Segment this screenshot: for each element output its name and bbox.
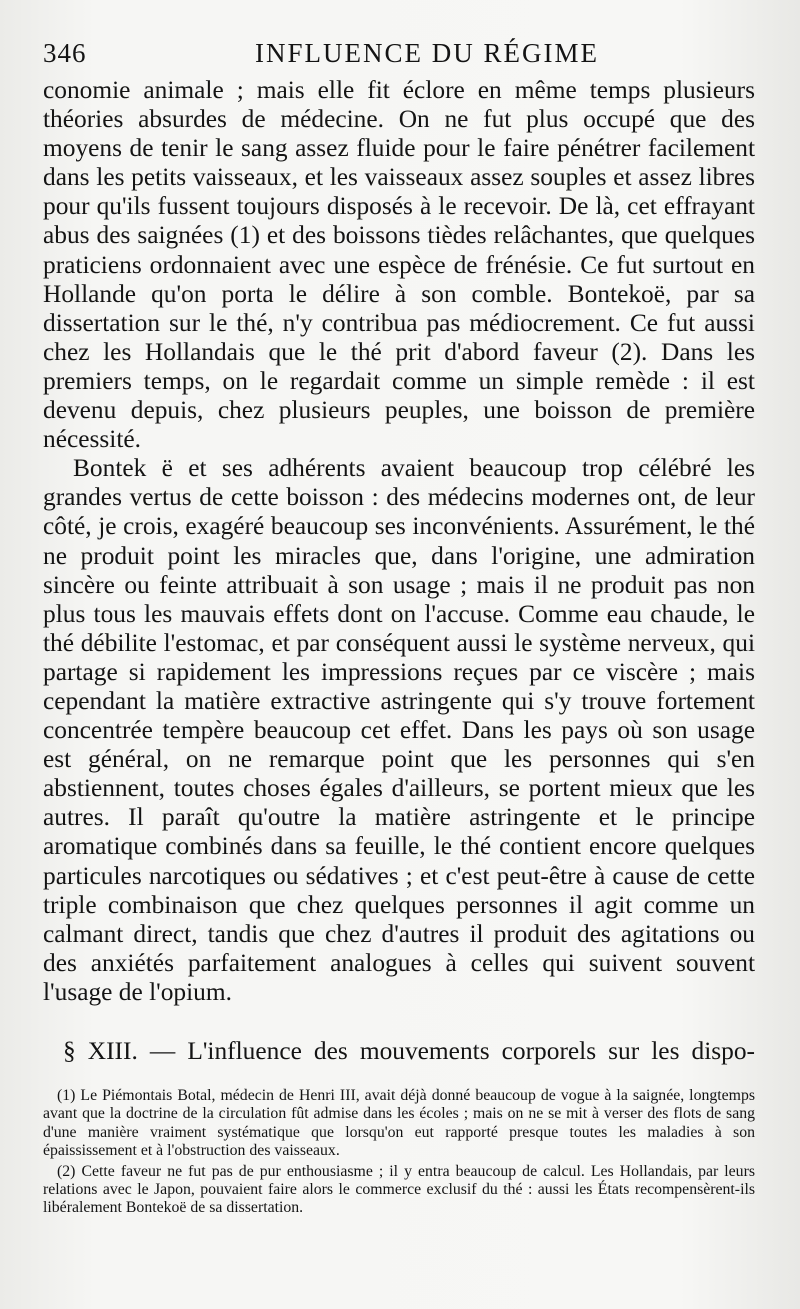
section-heading: § XIII. — L'influence des mouvements corporels sur les dispo- xyxy=(63,1037,755,1065)
footnote-2: (2) Cette faveur ne fut pas de pur enthousiasme ; il y entra beaucoup de calcul. Les Hollandais, par leurs relations avec le Japon, pouvaient faire alors le commerce exclusif du thé : aussi les États recompensèrent-ils libéralement Bontekoë de sa dissertation. xyxy=(43,1162,755,1217)
page-number: 346 xyxy=(43,38,87,68)
paragraph-continuation: conomie animale ; mais elle fit éclore en même temps plusieurs théories absurdes de médecine. On ne fut plus occupé que des moyens de tenir le sang assez fluide pour le faire pénétrer facilement dans les petits vaisseaux, et les vaisseaux assez souples et assez libres pour qu'ils fussent toujours disposés à le recevoir. De là, cet effrayant abus des saignées (1) et des boissons tièdes relâchantes, que quelques praticiens ordonnaient avec une espèce de frénésie. Ce fut surtout en Hollande qu'on porta le délire à son comble. Bontekoë, par sa dissertation sur le thé, n'y contribua pas médiocrement. Ce fut aussi chez les Hollandais que le thé prit d'abord faveur (2). Dans les premiers temps, on le regardait comme un simple remède : il est devenu depuis, chez plusieurs peuples, une boisson de première nécessité. xyxy=(43,76,755,454)
footnotes xyxy=(43,1087,755,1218)
paragraph-bontekoe: Bontek ë et ses adhérents avaient beaucoup trop célébré les grandes vertus de cette boisson : des médecins modernes ont, de leur côté, je crois, exagéré beaucoup ses inconvénients. Assurément, le thé ne produit point les miracles que, dans l'origine, une admiration sincère ou feinte attribuait à son usage ; mais il ne produit pas non plus tous les mauvais effets dont on l'accuse. Comme eau chaude, le thé débilite l'estomac, et par conséquent aussi le système nerveux, qui partage si rapidement les impressions reçues par ce viscère ; mais cependant la matière extractive astringente qui s'y trouve fortement concentrée tempère beaucoup cet effet. Dans les pays où son usage est général, on ne remarque point que les personnes qui s'en abstiennent, toutes choses égales d'ailleurs, se portent mieux que les autres. Il paraît qu'outre la matière astringente et le principe aromatique combinés dans sa feuille, le thé contient encore quelques particules narcotiques ou sédatives ; et c'est peut-être à cause de cette triple combinaison que chez quelques personnes il agit comme un calmant direct, tandis que chez d'autres il produit des agitations ou des anxiétés parfaitement analogues à celles qui suivent souvent l'usage de l'opium. xyxy=(43,454,755,1006)
body-text xyxy=(43,76,755,1007)
running-title: INFLUENCE DU RÉGIME xyxy=(255,38,599,68)
footnote-1: (1) Le Piémontais Botal, médecin de Henri III, avait déjà donné beaucoup de vogue à la saignée, longtemps avant que la doctrine de la circulation fût admise dans les écoles ; mais on ne se mit à verser des flots de sang d'une manière vraiment systématique que lorsqu'on eut rapporté presque toutes les maladies à son épaississement et à l'obstruction des vaisseaux. xyxy=(43,1087,755,1160)
page-header xyxy=(43,38,755,72)
